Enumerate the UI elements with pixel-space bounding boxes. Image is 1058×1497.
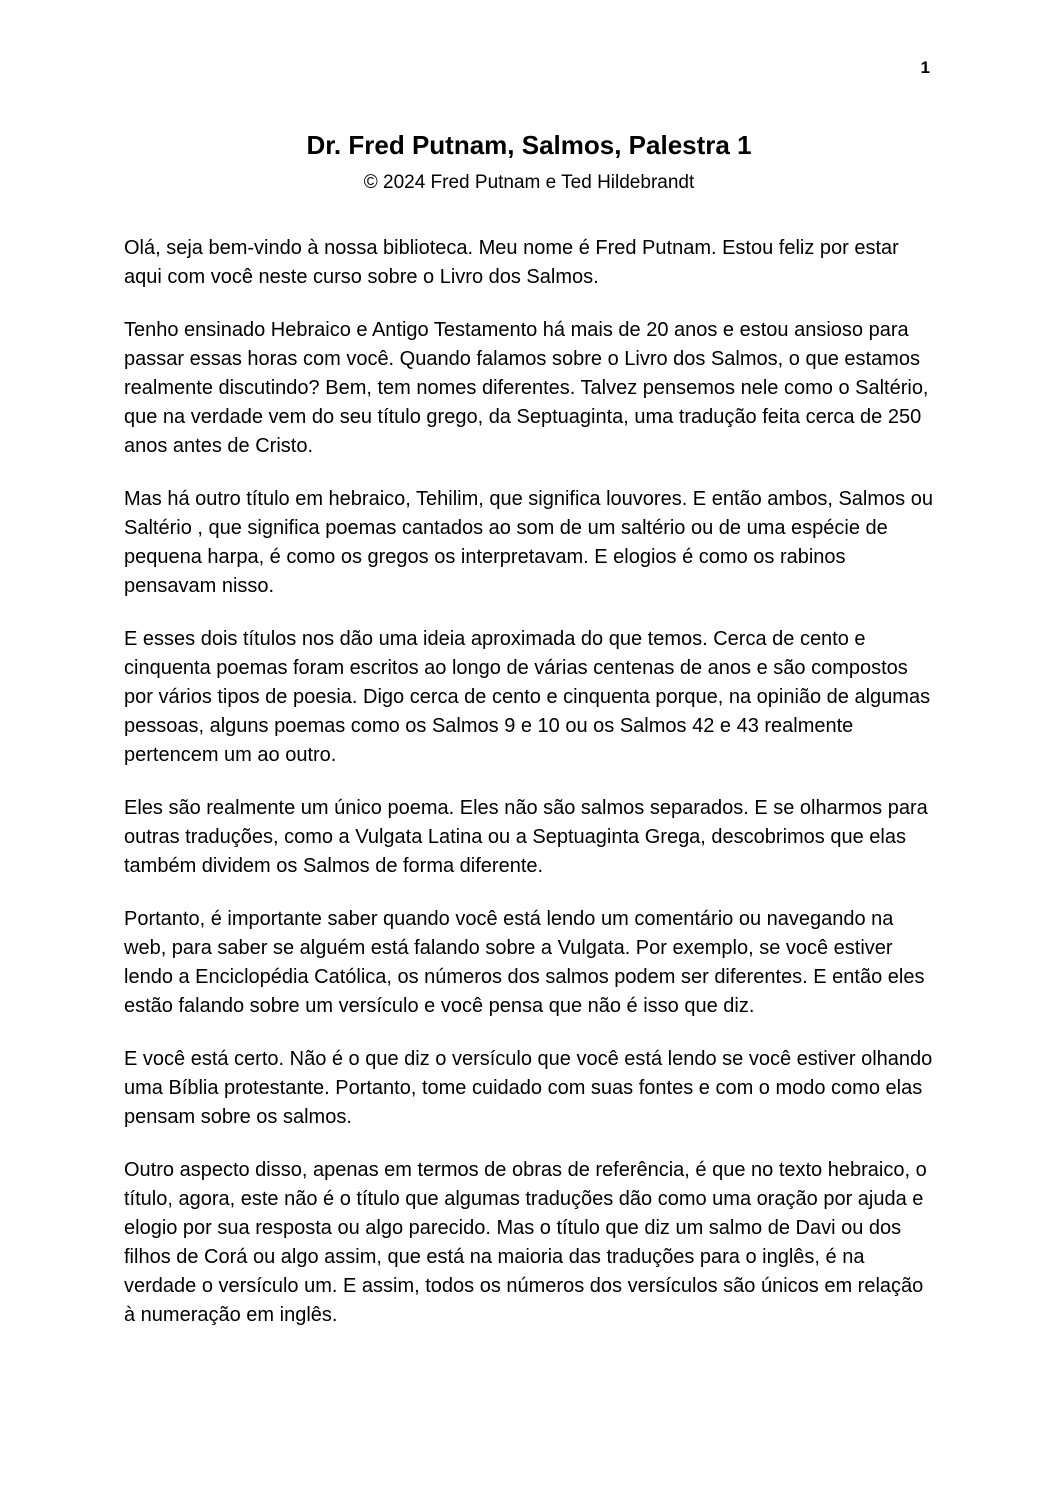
paragraph: E esses dois títulos nos dão uma ideia aproximada do que temos. Cerca de cento e cinquenta poemas foram escritos ao longo de várias centenas de anos e são compostos por vários tipos de poesia. Digo cerca de cento e cinquenta porque, na opinião de algumas pessoas, alguns poemas como os Salmos 9 e 10 ou os Salmos 42 e 43 realmente pertencem um ao outro. [124,628,931,766]
paragraph: E você está certo. Não é o que diz o versículo que você está lendo se você estiver olhando uma Bíblia protestante. Portanto, tome cuidado com suas fontes e com o modo como elas pensam sobre os salmos. [124,1048,933,1128]
paragraph: Tenho ensinado Hebraico e Antigo Testamento há mais de 20 anos e estou ansioso para passar essas horas com você. Quando falamos sobre o Livro dos Salmos, o que estamos realmente discutindo? Bem, tem nomes diferentes. Talvez pensemos nele como o Saltério, que na verdade vem do seu título grego, da Septuaginta, uma tradução feita cerca de 250 anos antes de Cristo. [124,319,929,457]
page-number: 1 [920,58,930,77]
paragraph: Outro aspecto disso, apenas em termos de obras de referência, é que no texto hebraico, o título, agora, este não é o título que algumas traduções dão como uma oração por ajuda e elogio por sua resposta ou algo parecido. Mas o título que diz um salmo de Davi ou dos filhos de Corá ou algo assim, que está na maioria das traduções para o inglês, é na verdade o versículo um. E assim, todos os números dos versículos são únicos em relação à numeração em inglês. [124,1159,927,1326]
document-body [124,234,934,1330]
paragraph: Mas há outro título em hebraico, Tehilim, que significa louvores. E então ambos, Salmos ou Saltério , que significa poemas cantados ao som de um saltério ou de uma espécie de pequena harpa, é como os gregos os interpretavam. E elogios é como os rabinos pensavam nisso. [124,488,933,597]
document-title: Dr. Fred Putnam, Salmos, Palestra 1 [306,130,752,160]
copyright-line: © 2024 Fred Putnam e Ted Hildebrandt [363,172,695,193]
paragraph: Portanto, é importante saber quando você está lendo um comentário ou navegando na web, para saber se alguém está falando sobre a Vulgata. Por exemplo, se você estiver lendo a Enciclopédia Católica, os números dos salmos podem ser diferentes. E então eles estão falando sobre um versículo e você pensa que não é isso que diz. [124,908,925,1017]
paragraph: Olá, seja bem-vindo à nossa biblioteca. Meu nome é Fred Putnam. Estou feliz por estar aqui com você neste curso sobre o Livro dos Salmos. [124,237,899,288]
paragraph: Eles são realmente um único poema. Eles não são salmos separados. E se olharmos para outras traduções, como a Vulgata Latina ou a Septuaginta Grega, descobrimos que elas também dividem os Salmos de forma diferente. [124,797,928,877]
